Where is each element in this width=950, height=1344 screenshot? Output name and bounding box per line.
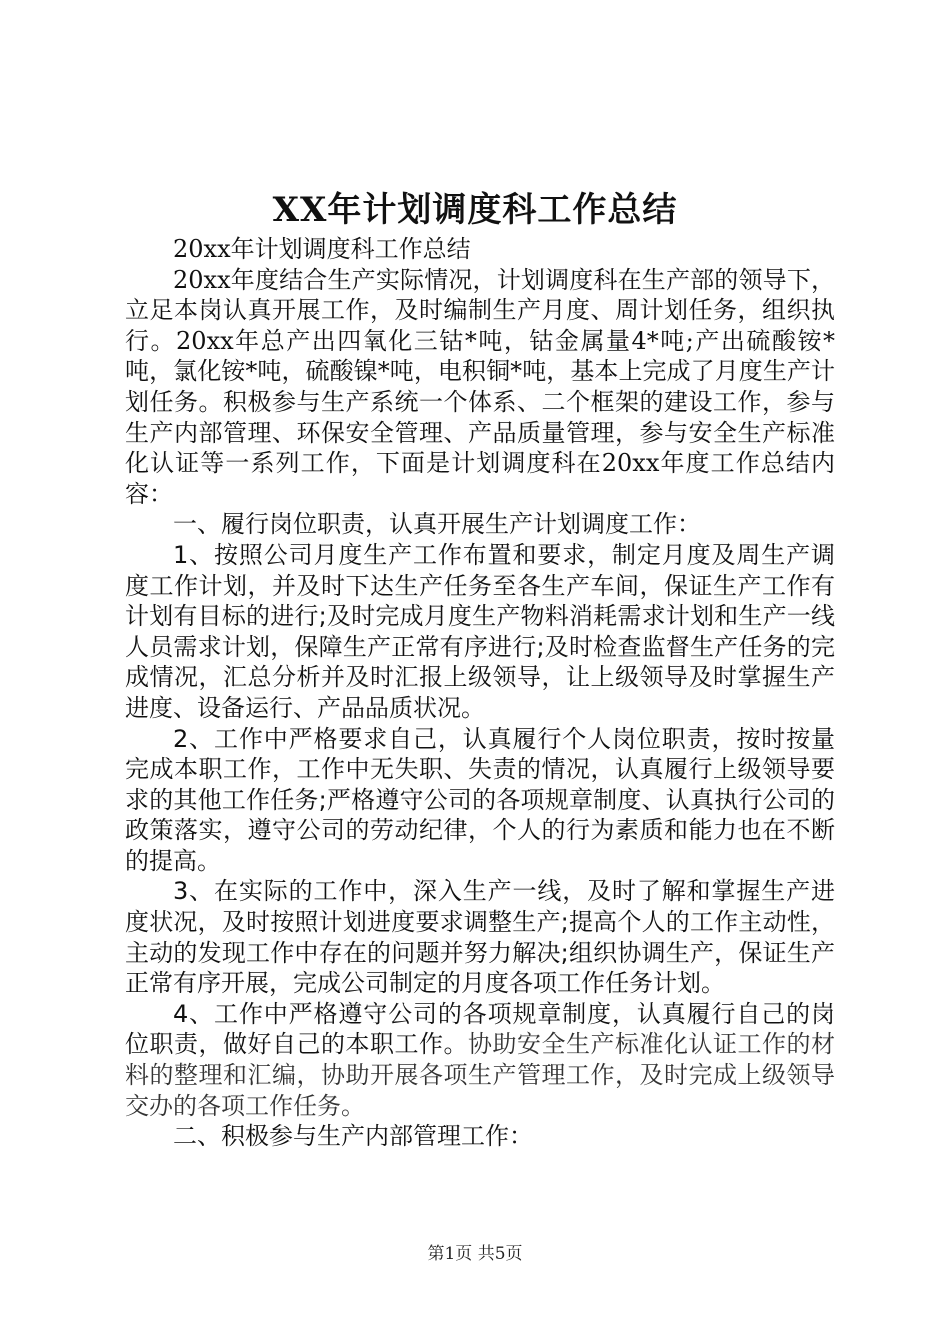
- page-footer: 第1页 共5页: [427, 1244, 523, 1264]
- section-heading-2: 二、积极参与生产内部管理工作：: [173, 1122, 533, 1151]
- item-paragraph-3: 3、在实际的工作中，深入生产一线，及时了解和掌握生产进度状况，及时按照计划进度要求调整生产;提高个人的工作主动性，主动的发现工作中存在的问题并努力解决;组织协调生产，保证生产正常有序开展，完成公司制定的月度各项工作任务计划。: [125, 877, 835, 998]
- item-paragraph-1: 1、按照公司月度生产工作布置和要求，制定月度及周生产调度工作计划，并及时下达生产任务至各生产车间，保证生产工作有计划有目标的进行;及时完成月度生产物料消耗需求计划和生产一线人员需求计划，保障生产正常有序进行;及时检查监督生产任务的完成情况，汇总分析并及时汇报上级领导，让上级领导及时掌握生产进度、设备运行、产品品质状况。: [125, 540, 835, 722]
- item-paragraph-2: 2、工作中严格要求自己，认真履行个人岗位职责，按时按量完成本职工作，工作中无失职、失责的情况，认真履行上级领导要求的其他工作任务;严格遵守公司的各项规章制度、认真执行公司的政策落实，遵守公司的劳动纪律，个人的行为素质和能力也在不断的提高。: [125, 724, 835, 875]
- subtitle-paragraph: 20xx年计划调度科工作总结: [173, 235, 471, 263]
- intro-paragraph: 20xx年度结合生产实际情况，计划调度科在生产部的领导下，立足本岗认真开展工作，及时编制生产月度、周计划任务，组织执行。20xx年总产出四氧化三钴*吨，钴金属量4*吨;产出硫酸铵*吨，氯化铵*吨，硫酸镍*吨，电积铜*吨，基本上完成了月度生产计划任务。积极参与生产系统一个体系、二个框架的建设工作，参与生产内部管理、环保安全管理、产品质量管理，参与安全生产标准化认证等一系列工作，下面是计划调度科在20xx年度工作总结内容：: [125, 265, 835, 508]
- document-title: XX年计划调度科工作总结: [272, 190, 678, 230]
- section-heading-1: 一、履行岗位职责，认真开展生产计划调度工作：: [173, 510, 701, 539]
- document-body: [125, 234, 835, 1152]
- item-paragraph-4-part1: 4、工作中严格遵守公司的各项规章制度，认真履行自己的岗位职责，做好自己的本职工作。: [125, 999, 835, 1059]
- item-paragraph-4: [125, 999, 835, 1121]
- item-paragraph-4-part2: 协助安全生产标准化认证工作的材料的整理和汇编，协助开展各项生产管理工作，及时完成上级领导交办的各项工作任务。: [125, 1030, 835, 1120]
